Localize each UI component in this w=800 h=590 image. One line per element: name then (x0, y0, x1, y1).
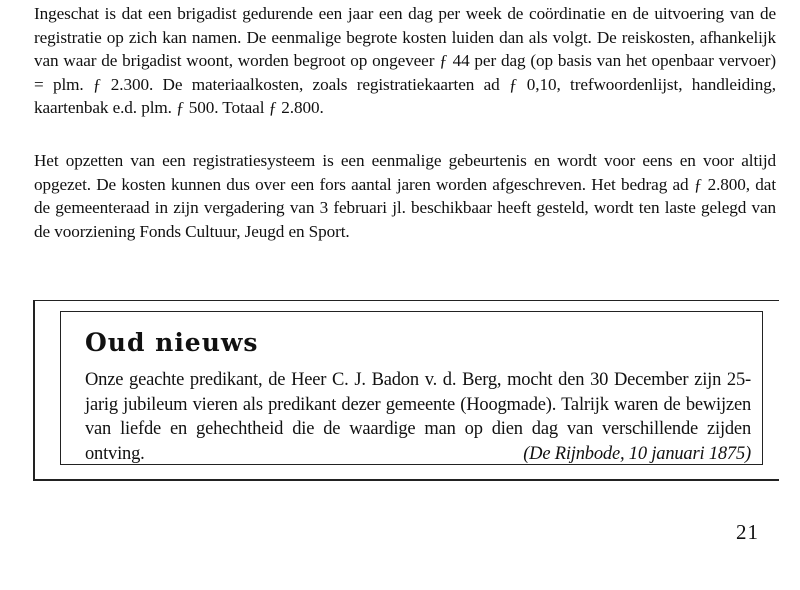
page-number: 21 (736, 520, 759, 544)
old-news-title: Oud nieuws (85, 328, 259, 357)
article-paragraph-1: Ingeschat is dat een brigadist gedurende een jaar een dag per week de coördinatie en de uitvoering van de registratie op zich kan namen. De eenmalige begrote kosten luiden dan als volgt. De reiskosten, afhankelijk van waar de brigadist woont, worden begroot op ongeveer ƒ 44 per dag (op basis van het openbaar vervoer) = plm. ƒ 2.300. De materiaalkosten, zoals registratiekaarten ad ƒ 0,10, trefwoordenlijst, handleiding, kaartenbak e.d. plm. ƒ 500. Totaal ƒ 2.800. (34, 4, 776, 117)
article-paragraph-2: Het opzetten van een registratiesysteem is een eenmalige gebeurtenis en wordt voor eens en voor altijd opgezet. De kosten kunnen dus over een fors aantal jaren worden afgeschreven. Het bedrag ad ƒ 2.800, dat de gemeenteraad in zijn vergadering van 3 februari jl. beschikbaar heeft gesteld, wordt ten laste gelegd van de voorziening Fonds Cultuur, Jeugd en Sport. (34, 151, 776, 241)
old-news-text (85, 368, 751, 466)
old-news-body: Onze geachte predikant, de Heer C. J. Badon v. d. Berg, mocht den 30 December zijn 25-jarig jubileum vieren als predikant dezer gemeente (Hoogmade). Talrijk waren de bewijzen van liefde en gehechtheid die de waardige man op dien dag van verschillende zijden ontving. (85, 370, 751, 464)
old-news-source: (De Rijnbode, 10 januari 1875) (523, 443, 751, 464)
old-news-box (60, 311, 763, 465)
old-news-outer-frame (33, 300, 779, 481)
